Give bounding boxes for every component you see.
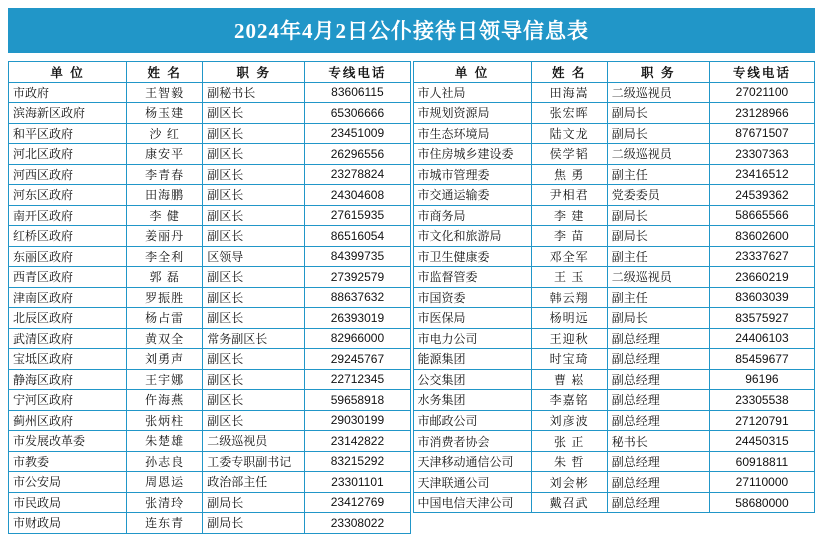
cell-unit: 市交通运输委 (413, 185, 531, 206)
cell-name: 康安平 (127, 144, 203, 165)
cell-post: 副总经理 (607, 369, 709, 390)
table-row (413, 410, 815, 431)
cell-name: 李青春 (127, 164, 203, 185)
table-row (9, 472, 411, 493)
left-info-table (8, 61, 411, 534)
cell-post: 副总经理 (607, 492, 709, 513)
cell-name: 刘勇声 (127, 349, 203, 370)
table-row (9, 451, 411, 472)
cell-post: 副局长 (607, 205, 709, 226)
cell-tel: 27110000 (709, 472, 814, 493)
cell-tel: 23278824 (305, 164, 410, 185)
page-title: 2024年4月2日公仆接待日领导信息表 (8, 8, 815, 53)
cell-post: 秘书长 (607, 431, 709, 452)
cell-tel: 24406103 (709, 328, 814, 349)
cell-unit: 市邮政公司 (413, 410, 531, 431)
cell-unit: 天津联通公司 (413, 472, 531, 493)
table-row (9, 492, 411, 513)
cell-post: 副局长 (607, 103, 709, 124)
cell-name: 罗振胜 (127, 287, 203, 308)
cell-name: 王宇娜 (127, 369, 203, 390)
right-info-table (413, 61, 816, 534)
cell-name: 张 正 (531, 431, 607, 452)
cell-name: 李嘉铭 (531, 390, 607, 411)
cell-post: 副区长 (203, 226, 305, 247)
cell-unit: 公交集团 (413, 369, 531, 390)
cell-unit: 宝坻区政府 (9, 349, 127, 370)
cell-unit: 市消费者协会 (413, 431, 531, 452)
cell-post: 副区长 (203, 369, 305, 390)
cell-tel: 87671507 (709, 123, 814, 144)
cell-name: 王迎秋 (531, 328, 607, 349)
cell-tel: 85459677 (709, 349, 814, 370)
cell-tel: 23412769 (305, 492, 410, 513)
table-row (9, 123, 411, 144)
cell-post: 副秘书长 (203, 82, 305, 103)
cell-unit: 中国电信天津公司 (413, 492, 531, 513)
table-row (9, 205, 411, 226)
table-row (9, 390, 411, 411)
cell-tel: 27120791 (709, 410, 814, 431)
cell-tel: 24450315 (709, 431, 814, 452)
cell-post: 副总经理 (607, 390, 709, 411)
table-row (413, 205, 815, 226)
table-row (413, 287, 815, 308)
table-row (9, 369, 411, 390)
cell-post: 副主任 (607, 164, 709, 185)
cell-unit: 武清区政府 (9, 328, 127, 349)
table-row (9, 308, 411, 329)
cell-post: 常务副区长 (203, 328, 305, 349)
cell-unit: 河西区政府 (9, 164, 127, 185)
cell-tel: 23305538 (709, 390, 814, 411)
column-header-name: 姓 名 (127, 62, 203, 83)
cell-post: 副局长 (203, 492, 305, 513)
cell-post: 副局长 (203, 513, 305, 534)
table-row (9, 267, 411, 288)
cell-post: 副区长 (203, 349, 305, 370)
cell-name: 仵海燕 (127, 390, 203, 411)
cell-unit: 市发展改革委 (9, 431, 127, 452)
cell-name: 李 健 (127, 205, 203, 226)
cell-name: 周恩运 (127, 472, 203, 493)
cell-unit: 西青区政府 (9, 267, 127, 288)
cell-unit: 市监督管委 (413, 267, 531, 288)
cell-post: 副区长 (203, 103, 305, 124)
cell-tel: 23337627 (709, 246, 814, 267)
cell-tel: 86516054 (305, 226, 410, 247)
cell-post: 副区长 (203, 205, 305, 226)
cell-name: 陆文龙 (531, 123, 607, 144)
cell-empty (531, 513, 607, 534)
cell-post: 副区长 (203, 410, 305, 431)
cell-unit: 市民政局 (9, 492, 127, 513)
cell-name: 李 建 (531, 205, 607, 226)
cell-unit: 河北区政府 (9, 144, 127, 165)
cell-post: 二级巡视员 (607, 144, 709, 165)
cell-name: 韩云翔 (531, 287, 607, 308)
table-row (413, 185, 815, 206)
cell-post: 副局长 (607, 308, 709, 329)
column-header-post: 职 务 (607, 62, 709, 83)
column-header-post: 职 务 (203, 62, 305, 83)
table-row-empty (413, 513, 815, 534)
cell-tel: 26393019 (305, 308, 410, 329)
cell-unit: 东丽区政府 (9, 246, 127, 267)
table-row (413, 472, 815, 493)
cell-unit: 市文化和旅游局 (413, 226, 531, 247)
cell-tel: 82966000 (305, 328, 410, 349)
cell-tel: 60918811 (709, 451, 814, 472)
cell-post: 副主任 (607, 287, 709, 308)
table-row (9, 513, 411, 534)
column-header-unit: 单 位 (9, 62, 127, 83)
cell-post: 副总经理 (607, 349, 709, 370)
cell-post: 副区长 (203, 144, 305, 165)
left-table-body (9, 82, 411, 533)
table-row (9, 349, 411, 370)
cell-tel: 23142822 (305, 431, 410, 452)
cell-unit: 市电力公司 (413, 328, 531, 349)
cell-unit: 市生态环境局 (413, 123, 531, 144)
cell-post: 副总经理 (607, 451, 709, 472)
cell-unit: 市人社局 (413, 82, 531, 103)
cell-unit: 市卫生健康委 (413, 246, 531, 267)
table-row (413, 308, 815, 329)
cell-tel: 58680000 (709, 492, 814, 513)
table-row (413, 103, 815, 124)
cell-unit: 静海区政府 (9, 369, 127, 390)
cell-name: 尹相君 (531, 185, 607, 206)
table-row (9, 185, 411, 206)
cell-tel: 24304608 (305, 185, 410, 206)
cell-tel: 27392579 (305, 267, 410, 288)
table-row (413, 123, 815, 144)
cell-tel: 27021100 (709, 82, 814, 103)
cell-name: 杨玉建 (127, 103, 203, 124)
cell-post: 党委委员 (607, 185, 709, 206)
cell-tel: 23660219 (709, 267, 814, 288)
cell-name: 连东青 (127, 513, 203, 534)
cell-unit: 河东区政府 (9, 185, 127, 206)
cell-unit: 天津移动通信公司 (413, 451, 531, 472)
cell-name: 戴召武 (531, 492, 607, 513)
cell-post: 区领导 (203, 246, 305, 267)
cell-post: 政治部主任 (203, 472, 305, 493)
cell-tel: 59658918 (305, 390, 410, 411)
cell-tel: 84399735 (305, 246, 410, 267)
cell-post: 工委专职副书记 (203, 451, 305, 472)
column-header-name: 姓 名 (531, 62, 607, 83)
cell-name: 邓全军 (531, 246, 607, 267)
cell-name: 朱 哲 (531, 451, 607, 472)
cell-tel: 27615935 (305, 205, 410, 226)
table-row (9, 103, 411, 124)
table-row (9, 226, 411, 247)
cell-name: 李 苗 (531, 226, 607, 247)
cell-unit: 水务集团 (413, 390, 531, 411)
cell-name: 沙 红 (127, 123, 203, 144)
cell-empty (413, 513, 531, 534)
cell-name: 李全利 (127, 246, 203, 267)
column-header-tel: 专线电话 (709, 62, 814, 83)
cell-tel: 23307363 (709, 144, 814, 165)
column-header-unit: 单 位 (413, 62, 531, 83)
cell-unit: 市财政局 (9, 513, 127, 534)
cell-post: 副区长 (203, 308, 305, 329)
cell-name: 黄双全 (127, 328, 203, 349)
cell-name: 刘彦波 (531, 410, 607, 431)
cell-tel: 96196 (709, 369, 814, 390)
table-row (413, 82, 815, 103)
cell-name: 王 玉 (531, 267, 607, 288)
cell-name: 张炳柱 (127, 410, 203, 431)
cell-name: 朱楚雄 (127, 431, 203, 452)
cell-post: 二级巡视员 (607, 267, 709, 288)
cell-post: 二级巡视员 (203, 431, 305, 452)
cell-unit: 市政府 (9, 82, 127, 103)
cell-unit: 滨海新区政府 (9, 103, 127, 124)
cell-post: 副总经理 (607, 410, 709, 431)
table-header-row (9, 62, 411, 83)
table-row (413, 349, 815, 370)
cell-tel: 23301101 (305, 472, 410, 493)
cell-unit: 红桥区政府 (9, 226, 127, 247)
table-row (9, 287, 411, 308)
cell-name: 田海鹏 (127, 185, 203, 206)
table-row (413, 431, 815, 452)
cell-tel: 29030199 (305, 410, 410, 431)
table-row (413, 369, 815, 390)
cell-unit: 市医保局 (413, 308, 531, 329)
cell-post: 副区长 (203, 267, 305, 288)
cell-name: 时宝琦 (531, 349, 607, 370)
table-row (413, 144, 815, 165)
cell-unit: 津南区政府 (9, 287, 127, 308)
cell-unit: 市国资委 (413, 287, 531, 308)
cell-empty (607, 513, 709, 534)
cell-tel: 65306666 (305, 103, 410, 124)
cell-tel: 26296556 (305, 144, 410, 165)
table-row (413, 226, 815, 247)
cell-tel: 23128966 (709, 103, 814, 124)
cell-unit: 市城市管理委 (413, 164, 531, 185)
cell-unit: 北辰区政府 (9, 308, 127, 329)
cell-post: 副主任 (607, 246, 709, 267)
cell-tel: 83602600 (709, 226, 814, 247)
table-row (9, 246, 411, 267)
table-row (9, 410, 411, 431)
cell-post: 副区长 (203, 185, 305, 206)
cell-unit: 蓟州区政府 (9, 410, 127, 431)
cell-tel: 58665566 (709, 205, 814, 226)
table-row (413, 451, 815, 472)
table-header-row (413, 62, 815, 83)
cell-tel: 83606115 (305, 82, 410, 103)
cell-unit: 市规划资源局 (413, 103, 531, 124)
cell-empty (709, 513, 814, 534)
cell-name: 王智毅 (127, 82, 203, 103)
table-row (413, 246, 815, 267)
cell-name: 张清玲 (127, 492, 203, 513)
cell-tel: 23451009 (305, 123, 410, 144)
cell-unit: 市住房城乡建设委 (413, 144, 531, 165)
table-row (413, 390, 815, 411)
cell-name: 田海嵩 (531, 82, 607, 103)
cell-post: 副局长 (607, 226, 709, 247)
cell-name: 焦 勇 (531, 164, 607, 185)
cell-tel: 29245767 (305, 349, 410, 370)
table-row (9, 164, 411, 185)
right-table-body (413, 82, 815, 534)
cell-post: 副区长 (203, 164, 305, 185)
cell-post: 二级巡视员 (607, 82, 709, 103)
cell-tel: 88637632 (305, 287, 410, 308)
cell-post: 副总经理 (607, 328, 709, 349)
table-row (9, 328, 411, 349)
table-row (413, 164, 815, 185)
cell-unit: 南开区政府 (9, 205, 127, 226)
table-row (9, 144, 411, 165)
table-row (413, 492, 815, 513)
cell-unit: 能源集团 (413, 349, 531, 370)
table-row (9, 82, 411, 103)
cell-name: 杨明远 (531, 308, 607, 329)
cell-tel: 83215292 (305, 451, 410, 472)
cell-name: 郭 磊 (127, 267, 203, 288)
document-page (0, 8, 823, 531)
cell-tel: 83603039 (709, 287, 814, 308)
table-row (9, 431, 411, 452)
cell-tel: 22712345 (305, 369, 410, 390)
cell-post: 副局长 (607, 123, 709, 144)
cell-name: 侯学韬 (531, 144, 607, 165)
cell-name: 曹 崧 (531, 369, 607, 390)
tables-container (0, 53, 823, 534)
cell-name: 孙志良 (127, 451, 203, 472)
column-header-tel: 专线电话 (305, 62, 410, 83)
cell-post: 副区长 (203, 390, 305, 411)
cell-tel: 24539362 (709, 185, 814, 206)
table-row (413, 328, 815, 349)
cell-name: 刘会彬 (531, 472, 607, 493)
cell-tel: 23416512 (709, 164, 814, 185)
cell-post: 副区长 (203, 287, 305, 308)
cell-unit: 和平区政府 (9, 123, 127, 144)
cell-name: 姜丽丹 (127, 226, 203, 247)
cell-unit: 市公安局 (9, 472, 127, 493)
cell-unit: 市商务局 (413, 205, 531, 226)
cell-name: 杨占雷 (127, 308, 203, 329)
cell-post: 副总经理 (607, 472, 709, 493)
cell-unit: 宁河区政府 (9, 390, 127, 411)
cell-tel: 83575927 (709, 308, 814, 329)
table-row (413, 267, 815, 288)
cell-post: 副区长 (203, 123, 305, 144)
cell-name: 张宏晖 (531, 103, 607, 124)
cell-unit: 市教委 (9, 451, 127, 472)
cell-tel: 23308022 (305, 513, 410, 534)
